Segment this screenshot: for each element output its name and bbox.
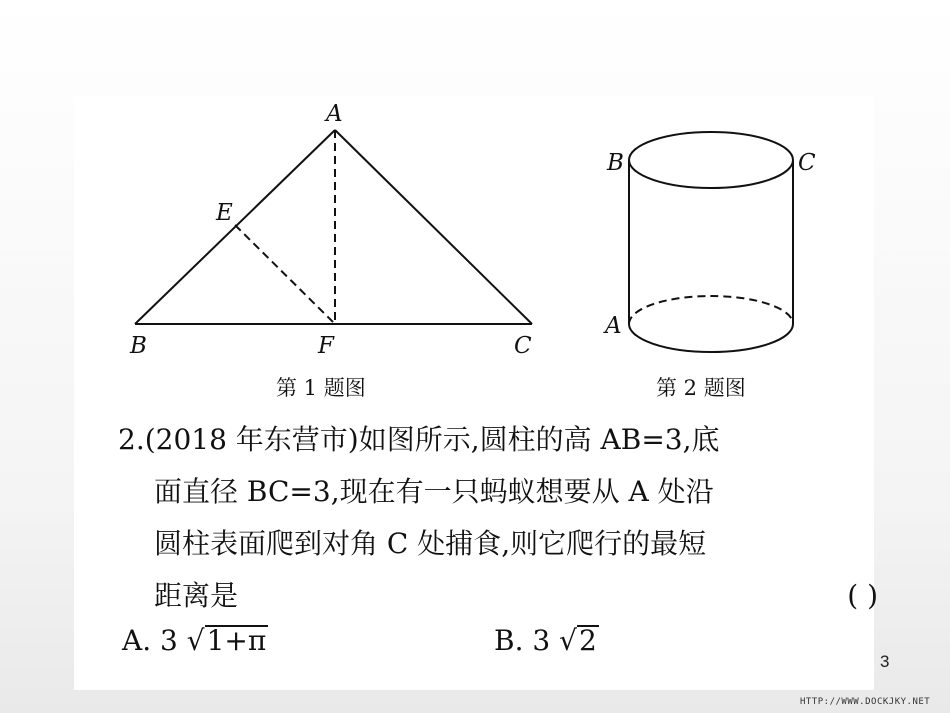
cyl-label-c: C bbox=[798, 150, 816, 176]
cyl-label-a: A bbox=[605, 313, 622, 339]
figure-1-caption: 第 1 题图 bbox=[276, 376, 366, 400]
cylinder-top bbox=[629, 132, 793, 188]
figure-2-caption: 第 2 题图 bbox=[656, 376, 746, 400]
watermark: HTTP://WWW.DOCKJKY.NET bbox=[800, 697, 931, 707]
option-b-label: B. 3 bbox=[494, 624, 551, 657]
figure-2-cylinder bbox=[629, 132, 793, 352]
question-line-2: 面直径 BC=3,现在有一只蚂蚁想要从 A 处沿 bbox=[154, 475, 714, 508]
side-ac bbox=[335, 130, 532, 324]
label-b: B bbox=[130, 333, 147, 359]
page-number: 3 bbox=[880, 652, 890, 671]
option-b bbox=[494, 624, 599, 657]
answer-blank: ( ) bbox=[847, 579, 878, 612]
option-a-label: A. 3 bbox=[122, 624, 178, 657]
label-f: F bbox=[318, 333, 334, 359]
option-a-radicand: 1+π bbox=[206, 624, 267, 657]
cylinder-bottom-back bbox=[629, 296, 793, 324]
cylinder-bottom-front bbox=[629, 324, 793, 352]
segment-ef bbox=[235, 225, 335, 324]
question-line-3: 圆柱表面爬到对角 C 处捕食,则它爬行的最短 bbox=[154, 527, 707, 560]
content-panel bbox=[74, 96, 878, 690]
question-line-4: 距离是 bbox=[154, 579, 239, 612]
sqrt-symbol-b: √ bbox=[559, 624, 577, 657]
option-b-radicand: 2 bbox=[578, 624, 597, 657]
question-2 bbox=[118, 414, 878, 622]
sqrt-symbol-a: √ bbox=[186, 624, 205, 657]
question-line-1: 2.(2018 年东营市)如图所示,圆柱的高 AB=3,底 bbox=[118, 423, 720, 456]
figure-1-triangle bbox=[74, 96, 874, 416]
option-a bbox=[122, 624, 268, 657]
label-c: C bbox=[514, 333, 532, 359]
label-a: A bbox=[326, 101, 343, 127]
label-e: E bbox=[216, 200, 233, 226]
cyl-label-b: B bbox=[607, 150, 624, 176]
